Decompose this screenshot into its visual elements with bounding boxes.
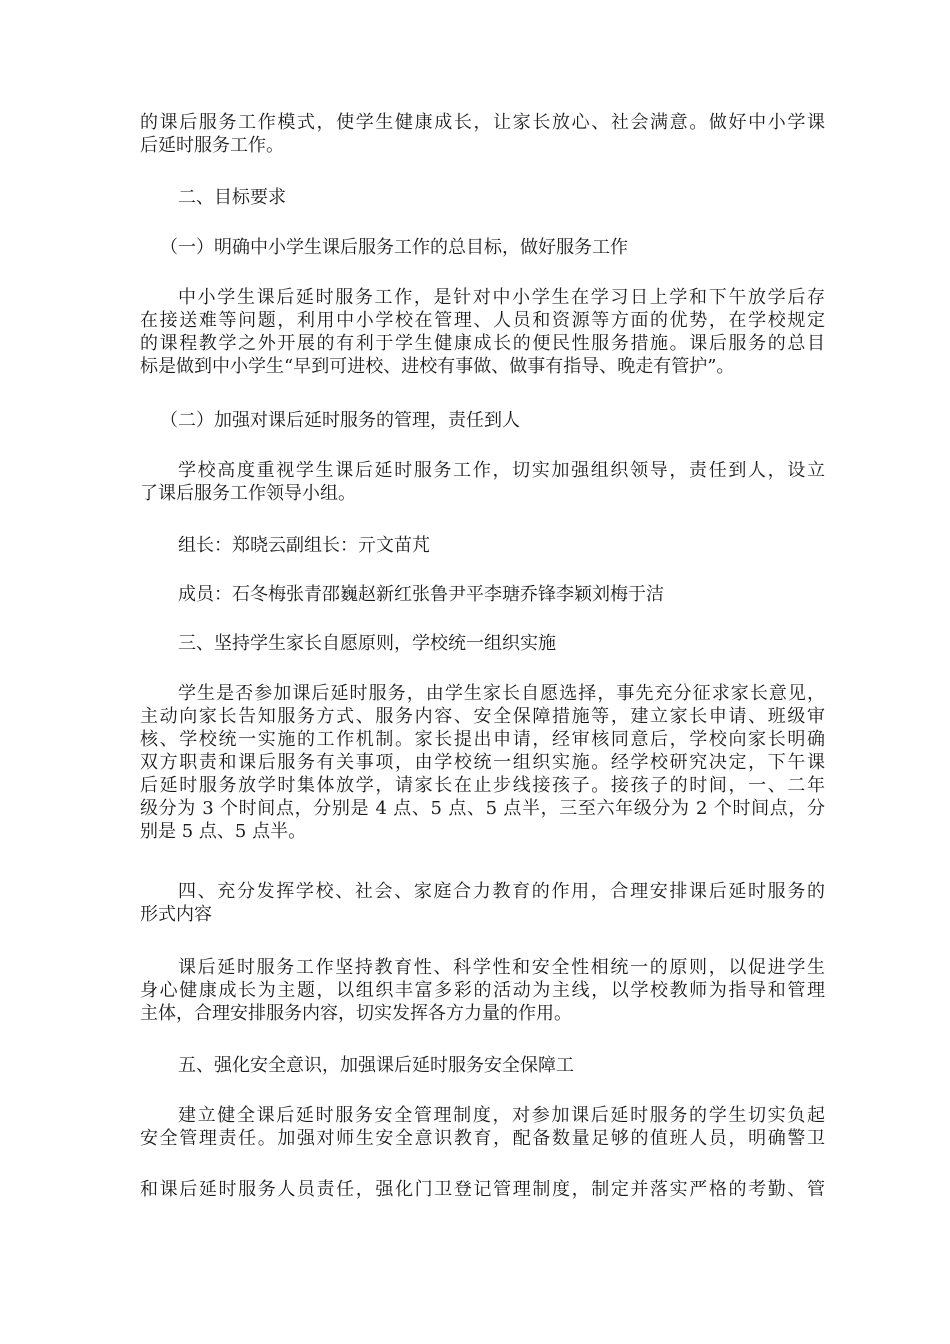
subsection-heading-2-1 [140,236,825,259]
text-line: 主动向家长告知服务方式、服务内容、安全保障措施等，建立家长申请、班级审 [140,706,825,727]
text-line: 组长：郑晓云副组长：亓文苗芃 [178,535,430,556]
text-line: 双方职责和课后服务有关事项，由学校统一组织实施。经学校研究决定，下午课 [140,752,825,773]
text-line: 级分为 3 个时间点，分别是 4 点、5 点、5 点半，三至六年级分为 2 个时间点，分 [140,798,825,819]
text-line: 身心健康成长为主题，以组织丰富多彩的活动为主线，以学校教师为指导和管理 [140,980,825,1001]
paragraph-management [140,459,825,505]
section-heading-2 [140,186,825,209]
paragraph-leaders [140,534,825,557]
paragraph-principles [140,956,825,1025]
subsection-heading-2-2 [140,409,825,432]
paragraph-members [140,583,825,606]
heading-line: （二）加强对课后延时服务的管理，责任到人 [160,410,520,431]
text-line: 学校高度重视学生课后延时服务工作，切实加强组织领导，责任到人，设立 [178,460,825,481]
text-line: 安全管理责任。加强对师生安全意识教育，配备数量足够的值班人员，明确警卫 [140,1128,825,1149]
section-heading-3 [140,632,825,655]
section-heading-4 [140,880,825,926]
text-line: 后延时服务放学时集体放学，请家长在止步线接孩子。接孩子的时间，一、二年 [140,775,825,796]
text-line: 的课程教学之外开展的有利于学生健康成长的便民性服务措施。课后服务的总目 [140,333,825,354]
text-line: 中小学生课后延时服务工作，是针对中小学生在学习日上学和下午放学后存 [178,287,825,308]
text-line: 成员：石冬梅张青邵巍赵新红张鲁尹平李瑭乔锋李颖刘梅于洁 [178,584,664,605]
heading-line: （一）明确中小学生课后服务工作的总目标，做好服务工作 [160,237,628,258]
text-line: 学生是否参加课后延时服务，由学生家长自愿选择，事先充分征求家长意见， [178,683,825,704]
text-line: 后延时服务工作。 [140,135,284,156]
text-line: 标是做到中小学生“早到可进校、进校有事做、做事有指导、晚走有管护”。 [140,356,735,377]
paragraph-voluntary [140,682,825,843]
text-line: 建立健全课后延时服务安全管理制度，对参加课后延时服务的学生切实负起 [178,1105,825,1126]
text-line: 课后延时服务工作坚持教育性、科学性和安全性相统一的原则，以促进学生 [178,957,825,978]
paragraph-safety-continued [140,1178,825,1201]
heading-line: 四、充分发挥学校、社会、家庭合力教育的作用，合理安排课后延时服务的 [178,881,825,902]
text-line: 的课后服务工作模式，使学生健康成长，让家长放心、社会满意。做好中小学课 [140,112,825,133]
text-line: 了课后服务工作领导小组。 [140,483,356,504]
paragraph-safety [140,1104,825,1150]
paragraph-goal [140,286,825,378]
heading-line: 二、目标要求 [178,187,286,208]
heading-line: 形式内容 [140,904,212,925]
heading-line: 五、强化安全意识，加强课后延时服务安全保障工 [178,1055,574,1076]
text-line: 在接送难等问题，利用中小学校在管理、人员和资源等方面的优势，在学校规定 [140,310,825,331]
text-line: 和课后延时服务人员责任，强化门卫登记管理制度，制定并落实严格的考勤、管 [140,1179,825,1200]
text-line: 别是 5 点、5 点半。 [140,821,307,842]
heading-line: 三、坚持学生家长自愿原则，学校统一组织实施 [178,633,556,654]
paragraph-intro [140,111,825,157]
text-line: 主体，合理安排服务内容，切实发挥各方力量的作用。 [140,1003,572,1024]
section-heading-5 [140,1054,825,1077]
text-line: 核、学校统一实施的工作机制。家长提出申请，经审核同意后，学校向家长明确 [140,729,825,750]
